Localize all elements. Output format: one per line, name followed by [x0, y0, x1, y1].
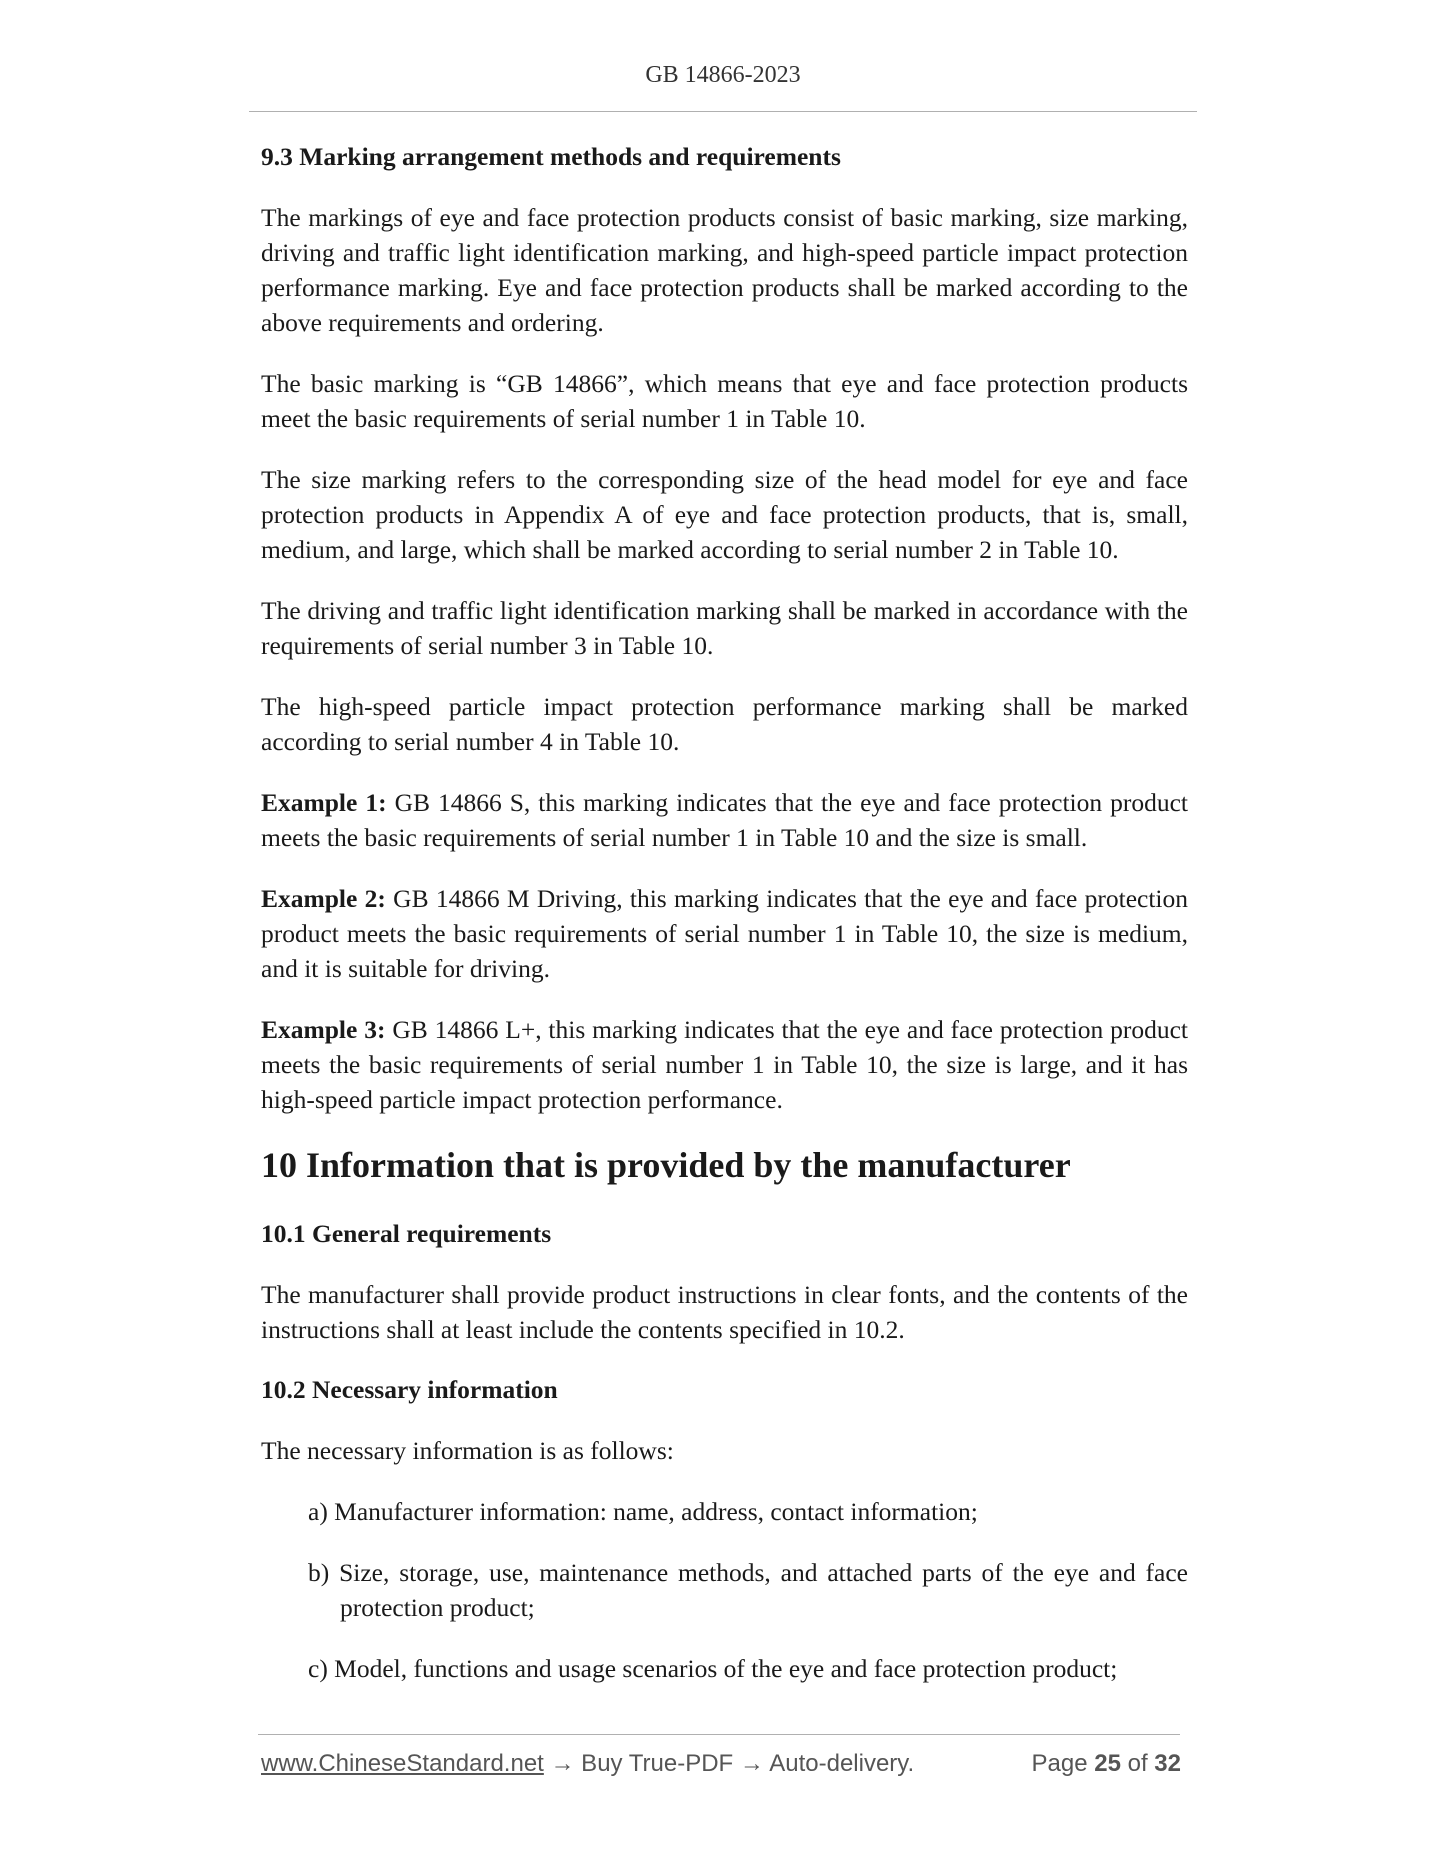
example-label: Example 1:: [261, 788, 387, 817]
page-content: [261, 140, 1188, 1712]
page-number: [1032, 1750, 1182, 1778]
section-heading-9-3: 9.3 Marking arrangement methods and requirements: [261, 142, 841, 171]
section-heading-10-1: 10.1 General requirements: [261, 1219, 552, 1248]
paragraph: The basic marking is “GB 14866”, which means that eye and face protection products meet the basic requirements of serial number 1 in Table 10.: [261, 369, 1188, 433]
paragraph: The high-speed particle impact protection performance marking shall be marked according to serial number 4 in Table 10.: [261, 692, 1188, 756]
example-text: GB 14866 L+, this marking indicates that the eye and face protection product meets the basic requirements of serial number 1 in Table 10, the size is large, and it has high-speed particle impact protection performance.: [261, 1015, 1189, 1114]
chapter-heading-10: 10 Information that is provided by the manufacturer: [261, 1145, 1071, 1185]
footer-tagline: → Buy True-PDF → Auto-delivery.: [543, 1750, 915, 1777]
page-of: of: [1127, 1750, 1148, 1777]
list-item: a) Manufacturer information: name, address, contact information;: [308, 1497, 978, 1526]
total-pages: 32: [1154, 1750, 1181, 1777]
example-text: GB 14866 S, this marking indicates that the eye and face protection product meets the basic requirements of serial number 1 in Table 10 and the size is small.: [261, 788, 1188, 852]
current-page: 25: [1094, 1750, 1121, 1777]
paragraph: The markings of eye and face protection products consist of basic marking, size marking, driving and traffic light identification marking, and high-speed particle impact protection performance marking. Eye and face protection products shall be marked according to the above requirements and ordering.: [261, 203, 1188, 337]
section-heading-10-2: 10.2 Necessary information: [261, 1375, 558, 1404]
example-2: [261, 881, 1188, 986]
website-link[interactable]: www.ChineseStandard.net: [261, 1750, 544, 1777]
footer-promo: [261, 1750, 914, 1778]
header-divider: [249, 111, 1197, 112]
example-label: Example 3:: [261, 1015, 386, 1044]
list-item: c) Model, functions and usage scenarios of the eye and face protection product;: [308, 1654, 1118, 1683]
example-label: Example 2:: [261, 884, 386, 913]
running-header: GB 14866-2023: [645, 62, 801, 88]
example-3: [261, 1012, 1188, 1117]
paragraph: The driving and traffic light identification marking shall be marked in accordance with the requirements of serial number 3 in Table 10.: [261, 596, 1188, 660]
example-1: [261, 785, 1188, 855]
footer-divider: [258, 1734, 1180, 1735]
page-footer: [261, 1750, 1181, 1786]
paragraph: The manufacturer shall provide product instructions in clear fonts, and the contents of the instructions shall at least include the contents specified in 10.2.: [261, 1280, 1188, 1344]
list-item: b) Size, storage, use, maintenance methods, and attached parts of the eye and face protection product;: [308, 1558, 1188, 1622]
page-word: Page: [1031, 1750, 1088, 1777]
paragraph: The necessary information is as follows:: [261, 1436, 674, 1465]
example-text: GB 14866 M Driving, this marking indicates that the eye and face protection product meets the basic requirements of serial number 1 in Table 10, the size is medium, and it is suitable for driving.: [261, 884, 1189, 983]
paragraph: The size marking refers to the corresponding size of the head model for eye and face protection products in Appendix A of eye and face protection products, that is, small, medium, and large, which shall be marked according to serial number 2 in Table 10.: [261, 465, 1188, 564]
